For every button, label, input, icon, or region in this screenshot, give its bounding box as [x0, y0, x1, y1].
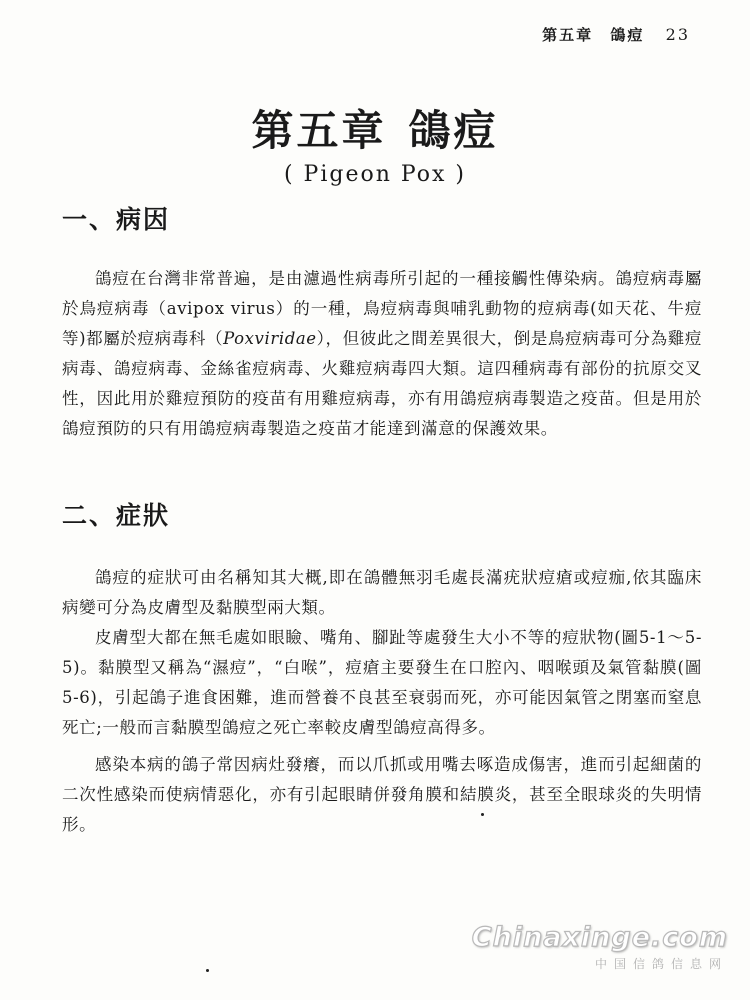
print-speck — [206, 969, 209, 972]
paragraph-cause-part2: ），但彼此之間差異很大，倒是鳥痘病毒可分為雞痘病毒、鴿痘病毒、金絲雀痘病毒、火雞痘病毒四大類。這四種病毒有部份的抗原交叉性，因此用於雞痘預防的疫苗有用雞痘病毒，亦有用鴿痘病毒製造之疫苗。但是用於鴿痘預防的只有用鴿痘病毒製造之疫苗才能達到滿意的保護效果。 — [62, 328, 702, 438]
chapter-name: 鴿痘 — [408, 106, 499, 155]
section-heading-cause: 一、病因 — [62, 205, 171, 234]
watermark-tagline: 中国信鸽信息网 — [594, 957, 728, 971]
chapter-subtitle: ( Pigeon Pox ) — [283, 162, 467, 187]
paragraph-symptoms-types: 皮膚型大都在無毛處如眼瞼、嘴角、腳趾等處發生大小不等的痘狀物(圖5-1～5-5)。黏膜型又稱為“濕痘”，“白喉”，痘瘡主要發生在口腔內、咽喉頭及氣管黏膜(圖5-6)，引起鴿子進食困難，進而營養不良甚至衰弱而死，亦可能因氣管之閉塞而窒息死亡;一般而言黏膜型鴿痘之死亡率較皮膚型鴿痘高得多。 — [62, 627, 702, 737]
paragraph-symptoms-complications: 感染本病的鴿子常因病灶發癢，而以爪抓或用嘴去啄造成傷害，進而引起細菌的二次性感染而使病情惡化，亦有引起眼睛併發角膜和結膜炎，甚至全眼球炎的失明情形。 — [62, 754, 702, 834]
site-watermark — [472, 922, 728, 972]
section-heading-symptoms: 二、症狀 — [62, 501, 171, 530]
paragraph-cause-italic-term: Poxviridae — [223, 328, 317, 348]
print-speck — [481, 813, 484, 816]
running-header — [532, 24, 690, 45]
chapter-label: 第五章 — [251, 106, 387, 155]
page-number: 23 — [665, 25, 690, 44]
paragraph-cause-part1: 鴿痘在台灣非常普遍，是由濾過性病毒所引起的一種接觸性傳染病。鴿痘病毒屬於鳥痘病毒（avipox virus）的一種，鳥痘病毒與哺乳動物的痘病毒(如天花、牛痘等)都屬於痘病毒科（ — [62, 268, 702, 348]
header-topic: 鴿痘 — [610, 26, 645, 44]
header-chapter: 第五章 — [542, 26, 594, 44]
watermark-site-name: Chinaxinge.com — [471, 922, 728, 953]
paragraph-symptoms-overview: 鴿痘的症狀可由名稱知其大概,即在鴿體無羽毛處長滿疣狀痘瘡或痘痂,依其臨床病變可分為皮膚型及黏膜型兩大類。 — [62, 567, 702, 617]
paragraph-cause — [62, 264, 702, 444]
chapter-title — [0, 98, 750, 158]
